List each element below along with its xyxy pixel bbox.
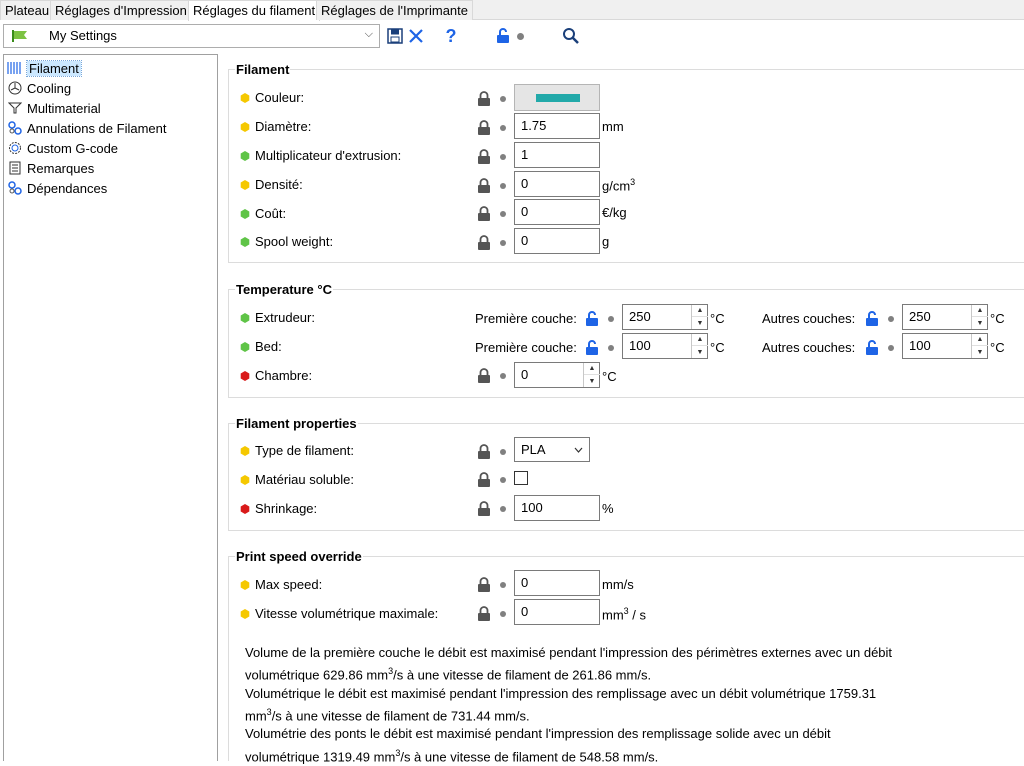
lock-icon[interactable]	[477, 178, 491, 194]
gray-dot-icon[interactable]	[608, 345, 614, 351]
unlocked-lock-icon[interactable]	[585, 340, 599, 356]
label-text: Bed:	[255, 339, 282, 354]
first-layer-label: Première couche:	[475, 311, 577, 326]
label-text: Coût:	[255, 206, 287, 221]
color-swatch	[536, 94, 580, 102]
gray-dot-icon[interactable]	[888, 345, 894, 351]
spin-up-icon[interactable]: ▲	[584, 363, 600, 375]
cost-input[interactable]: 0	[514, 199, 600, 225]
label-text: Diamètre:	[255, 119, 312, 134]
green-hex-icon	[240, 342, 250, 352]
spinner-value: 250	[629, 309, 651, 324]
lock-icon[interactable]	[477, 149, 491, 165]
sidebar-item-label: Cooling	[27, 80, 72, 96]
green-hex-icon	[240, 151, 250, 161]
extrusion-multiplier-input[interactable]: 1	[514, 142, 600, 168]
yellow-hex-icon	[240, 93, 250, 103]
label-text: Spool weight:	[255, 234, 334, 249]
cout-label	[240, 206, 286, 221]
lock-icon[interactable]	[477, 444, 491, 460]
density-input[interactable]: 0	[514, 171, 600, 197]
sidebar-item-filament-overrides[interactable]	[7, 119, 166, 137]
preset-name: My Settings	[49, 28, 117, 43]
filament-group-title: Filament	[236, 62, 290, 77]
chevron-down-icon	[574, 447, 583, 453]
label-text: Type de filament:	[255, 443, 354, 458]
gray-dot-icon[interactable]	[500, 211, 506, 217]
shrinkage-unit: %	[602, 501, 614, 516]
temp-unit: °C	[710, 340, 725, 355]
label-text: Chambre:	[255, 368, 313, 383]
volumetric-info-text: Volume de la première couche le débit est maximisé pendant l'impression des périmètres externes avec un débit volumétrique 629.86 $mm^3/s$ à une vitesse de filament de 261.86 mm/s. Volumétrique le débit est maximisé pendant l'impression des remplissage avec un débit volumétrique 1759.31 $mm^3/s$ à une vitesse de filament de 731.44 mm/s. Volumétrie des ponts le débit est maximisé pendant l'impression des remplissage solide avec un débit volumétrique 1319.49 $mm^3/s$ à une vitesse de filament de 548.58 mm/s.	[245, 645, 893, 764]
temperature-group-title: Temperature °C	[236, 282, 332, 297]
type-label	[240, 443, 354, 458]
other-layers-label: Autres couches:	[762, 340, 856, 355]
spin-up-icon[interactable]: ▲	[692, 334, 708, 346]
unlocked-lock-icon[interactable]	[585, 311, 599, 327]
gray-dot-icon[interactable]	[500, 240, 506, 246]
yellow-hex-icon	[240, 475, 250, 485]
lock-icon[interactable]	[477, 206, 491, 222]
gray-dot-icon[interactable]	[608, 316, 614, 322]
preset-dropdown[interactable]	[3, 24, 380, 48]
spool-weight-input[interactable]: 0	[514, 228, 600, 254]
lock-icon[interactable]	[477, 577, 491, 593]
yellow-hex-icon	[240, 180, 250, 190]
label-text: Vitesse volumétrique maximale:	[255, 606, 439, 621]
other-layers-label: Autres couches:	[762, 311, 856, 326]
notes-icon	[7, 160, 23, 176]
wrench-gears-icon	[7, 120, 23, 136]
close-icon[interactable]	[405, 25, 427, 47]
spin-up-icon[interactable]: ▲	[692, 305, 708, 317]
color-swatch-button[interactable]	[514, 84, 600, 111]
yellow-hex-icon	[240, 609, 250, 619]
help-icon[interactable]: ?	[445, 25, 457, 46]
select-value: PLA	[521, 442, 546, 457]
filament-group	[228, 69, 1024, 263]
sidebar-item-cooling[interactable]	[7, 79, 71, 97]
spool-weight-label	[240, 234, 333, 249]
bed-other-layers-spinner[interactable]	[902, 333, 988, 359]
max-volumetric-speed-label	[240, 606, 438, 621]
shrinkage-input[interactable]: 100	[514, 495, 600, 521]
tab-printer-settings[interactable]: Réglages de l'Imprimante	[316, 0, 473, 20]
filament-type-select[interactable]	[514, 437, 590, 462]
red-hex-icon	[240, 371, 250, 381]
sidebar-item-filament[interactable]	[7, 59, 81, 77]
sidebar-item-label: Dépendances	[27, 180, 108, 196]
sidebar-item-label: Remarques	[27, 160, 95, 176]
lock-icon[interactable]	[477, 91, 491, 107]
extrudeur-label	[240, 310, 315, 325]
green-hex-icon	[240, 237, 250, 247]
first-layer-label: Première couche:	[475, 340, 577, 355]
tab-print-settings[interactable]: Réglages d'Impression	[50, 0, 192, 20]
unlocked-lock-icon[interactable]	[865, 340, 879, 356]
lock-icon[interactable]	[477, 501, 491, 517]
yellow-hex-icon	[240, 122, 250, 132]
sidebar-item-custom-gcode[interactable]	[7, 139, 118, 157]
gray-dot-icon[interactable]	[509, 25, 531, 47]
max-speed-input[interactable]: 0	[514, 570, 600, 596]
diametre-label	[240, 119, 311, 134]
label-text: Matériau soluble:	[255, 472, 354, 487]
lock-icon[interactable]	[477, 235, 491, 251]
speed-group-title: Print speed override	[236, 549, 362, 564]
spinner-value: 100	[909, 338, 931, 353]
sidebar-item-label: Annulations de Filament	[27, 120, 167, 136]
chamber-spinner[interactable]	[514, 362, 600, 388]
spin-down-icon[interactable]: ▼	[588, 377, 596, 385]
sidebar-item-label: Multimaterial	[27, 100, 101, 116]
gray-dot-icon[interactable]	[500, 449, 506, 455]
label-text: Multiplicateur d'extrusion:	[255, 148, 402, 163]
multiplicateur-label	[240, 148, 401, 163]
density-unit: $g/cm^3$	[602, 177, 636, 194]
gray-dot-icon[interactable]	[500, 506, 506, 512]
yellow-hex-icon	[240, 446, 250, 456]
extruder-other-layers-spinner[interactable]	[902, 304, 988, 330]
diameter-input[interactable]: 1.75	[514, 113, 600, 139]
gray-dot-icon[interactable]	[500, 373, 506, 379]
gray-dot-icon[interactable]	[888, 316, 894, 322]
spinner-value: 250	[909, 309, 931, 324]
max-speed-unit: mm/s	[602, 577, 634, 592]
temp-unit: °C	[990, 311, 1005, 326]
gray-dot-icon[interactable]	[500, 154, 506, 160]
spin-down-icon[interactable]: ▼	[976, 348, 984, 356]
yellow-hex-icon	[240, 580, 250, 590]
max-volumetric-speed-unit: $mm^3$ / s	[602, 606, 647, 623]
properties-group-title: Filament properties	[236, 416, 357, 431]
soluble-checkbox[interactable]	[514, 471, 528, 485]
max-volumetric-speed-input[interactable]: 0	[514, 599, 600, 625]
lock-icon[interactable]	[477, 368, 491, 384]
temp-unit: °C	[710, 311, 725, 326]
unlocked-lock-icon[interactable]	[865, 311, 879, 327]
funnel-icon	[7, 100, 23, 116]
max-speed-label	[240, 577, 322, 592]
diameter-unit: mm	[602, 119, 624, 134]
densite-label	[240, 177, 303, 192]
flag-icon	[12, 30, 28, 42]
extruder-first-layer-spinner[interactable]	[622, 304, 708, 330]
temp-unit: °C	[990, 340, 1005, 355]
bed-label	[240, 339, 282, 354]
gear-icon	[7, 140, 23, 156]
sidebar	[3, 54, 218, 761]
shrinkage-label	[240, 501, 317, 516]
spin-down-icon[interactable]: ▼	[976, 319, 984, 327]
gray-dot-icon[interactable]	[500, 183, 506, 189]
gray-dot-icon[interactable]	[500, 477, 506, 483]
sidebar-item-label: Filament	[29, 60, 79, 76]
label-text: Couleur:	[255, 90, 305, 105]
lock-icon[interactable]	[477, 606, 491, 622]
lock-icon[interactable]	[477, 120, 491, 136]
spin-up-icon[interactable]: ▲	[972, 305, 988, 317]
spin-down-icon[interactable]: ▼	[696, 348, 704, 356]
label-text: Max speed:	[255, 577, 323, 592]
gray-dot-icon[interactable]	[500, 96, 506, 102]
temp-unit: °C	[602, 369, 617, 384]
sidebar-item-dependencies[interactable]	[7, 179, 107, 197]
label-text: Extrudeur:	[255, 310, 315, 325]
green-hex-icon	[240, 209, 250, 219]
spinner-value: 100	[629, 338, 651, 353]
fan-icon	[7, 80, 23, 96]
save-icon[interactable]	[384, 25, 406, 47]
filament-icon	[7, 60, 23, 76]
tab-bar	[0, 0, 1024, 20]
settings-panel	[228, 54, 1024, 764]
label-text: Shrinkage:	[255, 501, 318, 516]
spin-up-icon[interactable]: ▲	[972, 334, 988, 346]
spinner-value: 0	[521, 367, 529, 382]
chambre-label	[240, 368, 312, 383]
bed-first-layer-spinner[interactable]	[622, 333, 708, 359]
lock-icon[interactable]	[477, 472, 491, 488]
cost-unit: €/kg	[602, 205, 627, 220]
tab-filament-settings[interactable]: Réglages du filament	[188, 0, 320, 21]
gray-dot-icon[interactable]	[500, 125, 506, 131]
toolbar	[0, 21, 1024, 51]
red-hex-icon	[240, 504, 250, 514]
tab-plateau[interactable]: Plateau	[0, 0, 54, 20]
dependencies-icon	[7, 180, 23, 196]
sidebar-item-notes[interactable]	[7, 159, 94, 177]
chevron-down-icon: ⌵	[364, 28, 373, 40]
search-icon[interactable]	[560, 25, 582, 47]
couleur-label	[240, 90, 304, 105]
soluble-label	[240, 472, 354, 487]
gray-dot-icon[interactable]	[500, 582, 506, 588]
label-text: Densité:	[255, 177, 303, 192]
green-hex-icon	[240, 313, 250, 323]
sidebar-item-label: Custom G-code	[27, 140, 119, 156]
spool-weight-unit: g	[602, 234, 610, 249]
spin-down-icon[interactable]: ▼	[696, 319, 704, 327]
sidebar-item-multimaterial[interactable]	[7, 99, 101, 117]
gray-dot-icon[interactable]	[500, 611, 506, 617]
